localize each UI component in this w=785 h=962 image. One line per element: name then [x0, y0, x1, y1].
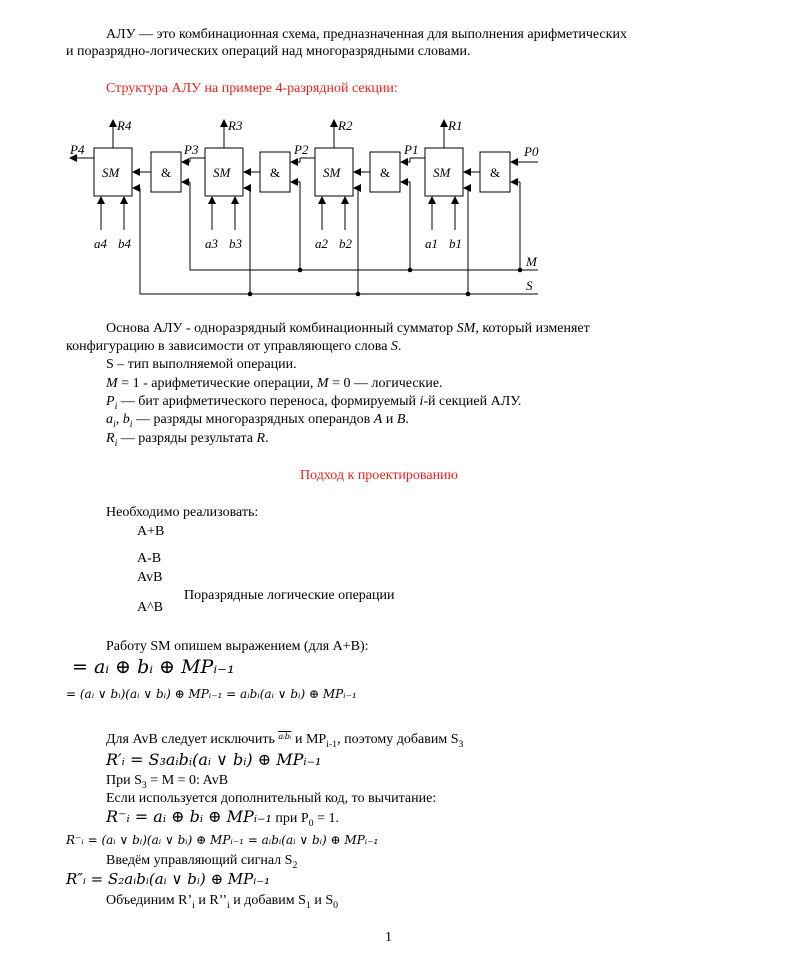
- m-definition: M = 1 - арифметические операции, M = 0 — логические.: [106, 376, 443, 391]
- a-label-2: a2: [315, 236, 328, 251]
- and-label-2: &: [380, 165, 391, 180]
- intro-line-1: АЛУ — это комбинационная схема, предназначенная для выполнения арифметических: [106, 27, 627, 42]
- op-sub: A-B: [137, 551, 162, 566]
- formula-5: R⁻ᵢ = (aᵢ ∨ bᵢ)(aᵢ ∨ bᵢ) ⊕ MPᵢ₋₁ = aᵢbᵢ(aᵢ ∨ bᵢ) ⊕ MPᵢ₋₁: [66, 833, 379, 847]
- op-and: A^B: [137, 600, 164, 615]
- m-label: M: [526, 254, 537, 269]
- s-label: S: [526, 278, 533, 293]
- r-label-1: R1: [448, 118, 463, 133]
- introduce-s2-text: Введём управляющий сигнал $S_2$: [106, 853, 298, 871]
- b-label-2: b2: [339, 236, 352, 251]
- logic-note: Поразрядные логические операции: [184, 588, 395, 603]
- formula-2: = (aᵢ ∨ bᵢ)(aᵢ ∨ bᵢ) ⊕ MPᵢ₋₁ = aᵢbᵢ(aᵢ ∨ bᵢ) ⊕ MPᵢ₋₁: [66, 687, 357, 701]
- b-label-4: b4: [118, 236, 131, 251]
- page-number: 1: [385, 930, 392, 945]
- and-label-3: &: [270, 165, 281, 180]
- formula-3: R′ᵢ = S₃aᵢbᵢ(aᵢ ∨ bᵢ) ⊕ MPᵢ₋₁: [106, 750, 322, 769]
- p-label-2: P2: [294, 142, 309, 157]
- and-label-4: &: [161, 165, 172, 180]
- sm-label-1: SM: [433, 165, 451, 180]
- ab-definition: $a_i$, $b_i$ — разряды многоразрядных операндов A и B.: [106, 412, 409, 430]
- approach-heading: Подход к проектированию: [300, 468, 459, 483]
- op-or: AvB: [137, 570, 163, 585]
- p-definition: $P_i$ — бит арифметического переноса, формируемый i-й секцией АЛУ.: [106, 394, 522, 412]
- b-label-1: b1: [449, 236, 462, 251]
- a-label-1: a1: [425, 236, 438, 251]
- a-label-4: a4: [94, 236, 107, 251]
- r-label-2: R2: [338, 118, 353, 133]
- and-label-1: &: [490, 165, 501, 180]
- intro-line-2: и поразрядно-логических операций над многоразрядными словами.: [66, 44, 471, 59]
- formula-6: R″ᵢ = S₂aᵢbᵢ(aᵢ ∨ bᵢ) ⊕ MPᵢ₋₁: [66, 870, 271, 888]
- sm-work-text: Работу SM опишем выражением (для A+B):: [106, 639, 369, 654]
- or-text: Для AvB следует исключить $^{aᵢbᵢ}$ и $MP_{i-1}$, поэтому добавим $S_3$: [106, 732, 464, 750]
- s-definition: S – тип выполняемой операции.: [106, 357, 297, 372]
- formula-4: R⁻ᵢ = aᵢ ⊕ bᵢ ⊕ MPᵢ₋₁: [106, 807, 272, 826]
- op-add: A+B: [137, 524, 165, 539]
- basis-line-2: конфигурацию в зависимости от управляющего слова S.: [66, 339, 402, 354]
- basis-line-1: Основа АЛУ - одноразрядный комбинационный сумматор SM, который изменяет: [106, 321, 590, 336]
- p-label-4: P4: [70, 142, 85, 157]
- structure-heading: Структура АЛУ на примере 4-разрядной секции:: [106, 81, 398, 96]
- sm-label-4: SM: [102, 165, 120, 180]
- sm-label-2: SM: [323, 165, 341, 180]
- when-text: При $S_3 = M = 0$: AvB: [106, 773, 229, 791]
- p-label-1: P1: [404, 142, 419, 157]
- r-label-4: R4: [117, 118, 132, 133]
- b-label-3: b3: [229, 236, 242, 251]
- alu-diagram: [60, 112, 560, 302]
- a-label-3: a3: [205, 236, 218, 251]
- formula-1: = aᵢ ⊕ bᵢ ⊕ MPᵢ₋₁: [72, 656, 235, 678]
- combine-text: Объединим $R’_i$ и $R’’_i$ и добавим $S_1$ и $S_0$: [106, 893, 339, 911]
- r-definition: $R_i$ — разряды результата R.: [106, 431, 269, 449]
- sm-label-3: SM: [213, 165, 231, 180]
- r-label-3: R3: [228, 118, 243, 133]
- p-label-3: P3: [184, 142, 199, 157]
- need-title: Необходимо реализовать:: [106, 505, 259, 520]
- p-label-0: P0: [524, 144, 539, 159]
- formula-4-row: R⁻ᵢ = aᵢ ⊕ bᵢ ⊕ MPᵢ₋₁ при $P_0 = 1$.: [106, 807, 339, 829]
- twos-complement-text: Если используется дополнительный код, то вычитание:: [106, 791, 437, 806]
